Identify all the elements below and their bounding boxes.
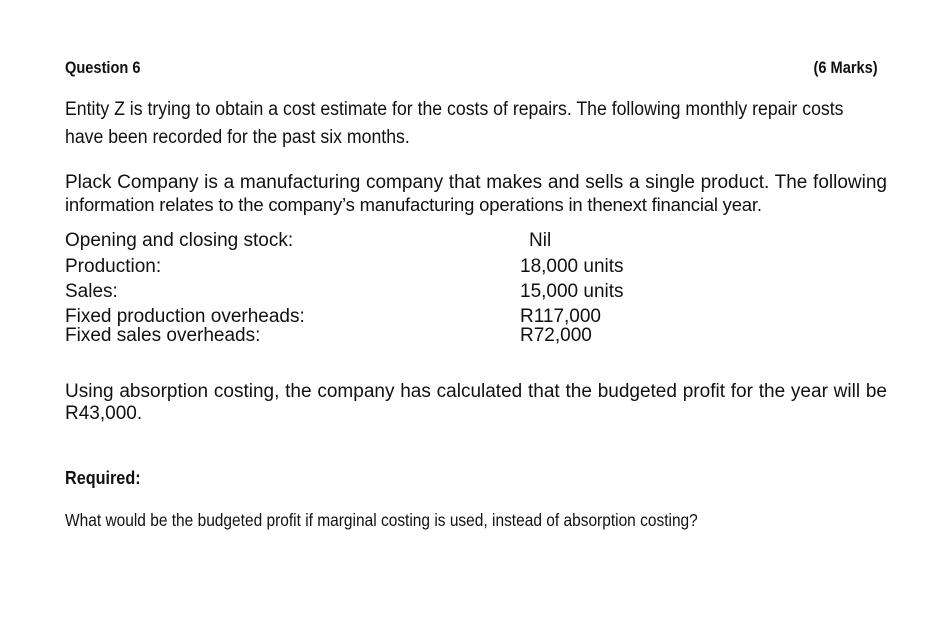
question-title: Question 6	[65, 58, 141, 77]
required-question: What would be the budgeted profit if marginal costing is used, instead of absorption costing?	[65, 510, 698, 530]
detail-value: 15,000 units	[520, 281, 624, 302]
question-heading	[65, 58, 878, 82]
absorption-line-1: Using absorption costing, the company has calculated that the budgeted profit for the year will be	[65, 381, 887, 402]
detail-value: Nil	[529, 230, 552, 251]
absorption-line-2: R43,000.	[65, 403, 143, 424]
detail-value: 18,000 units	[520, 256, 624, 277]
detail-value: R72,000	[520, 325, 592, 346]
detail-label: Production:	[65, 256, 162, 277]
absorption-paragraph	[65, 381, 887, 425]
intro-line-1: Entity Z is trying to obtain a cost estimate for the costs of repairs. The following monthly repair costs	[65, 99, 844, 120]
question-marks: (6 Marks)	[813, 58, 878, 77]
detail-label: Opening and closing stock:	[65, 230, 294, 251]
intro-paragraph	[65, 96, 879, 152]
detail-label: Sales:	[65, 281, 118, 302]
plack-line-1: Plack Company is a manufacturing company that makes and sells a single product. The following	[65, 172, 887, 193]
intro-line-2: have been recorded for the past six months.	[65, 127, 410, 148]
plack-line-2: information relates to the company’s manufacturing operations in thenext financial year.	[65, 194, 762, 215]
detail-label: Fixed sales overheads:	[65, 325, 261, 346]
required-heading: Required:	[65, 468, 141, 488]
plack-paragraph	[65, 172, 887, 216]
detail-value: R117,000	[520, 306, 601, 327]
detail-label: Fixed production overheads:	[65, 306, 305, 327]
